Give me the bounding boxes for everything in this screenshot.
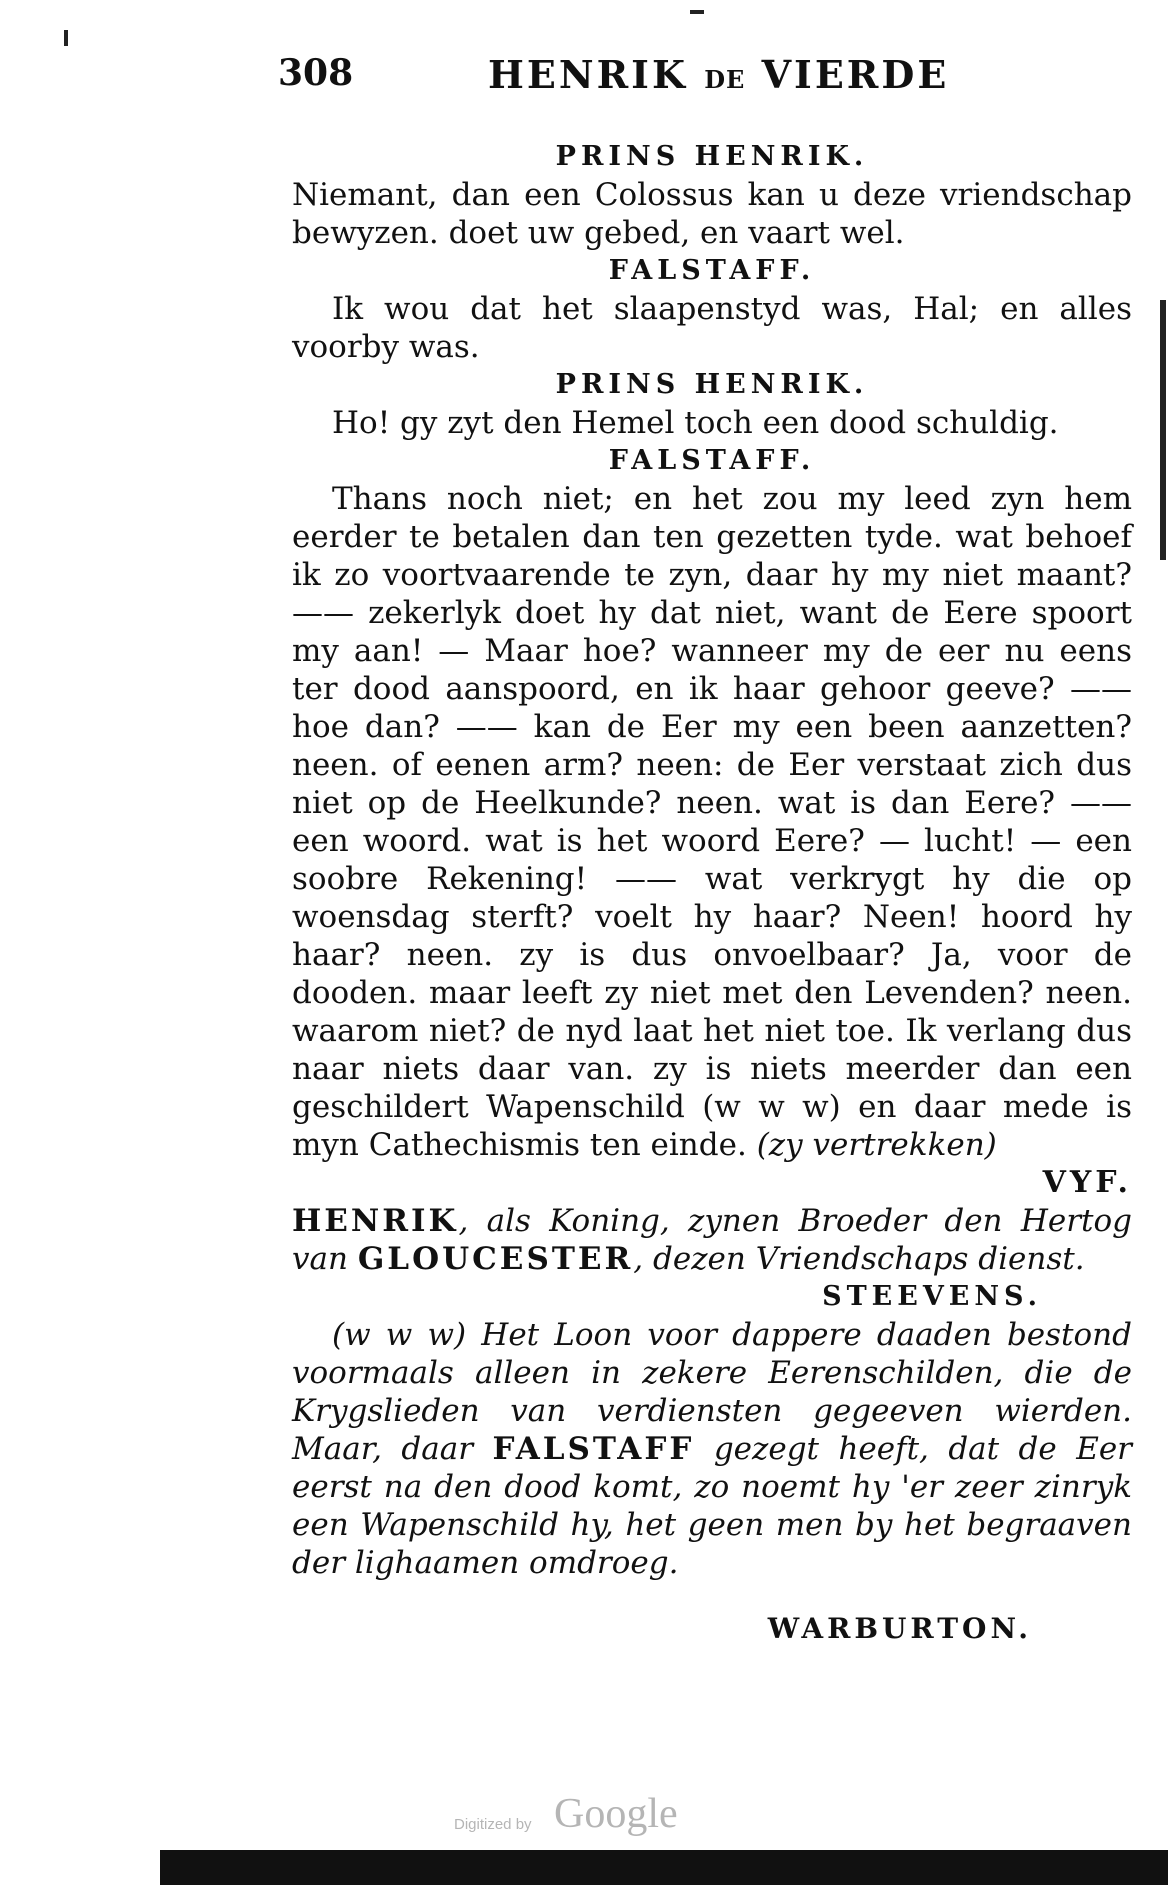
note-text: , als Koning, zynen Broeder den Hertog van xyxy=(292,1203,1132,1277)
page-body xyxy=(292,138,1132,1648)
speech-paragraph xyxy=(292,480,1132,1164)
speaker-heading: FALSTAFF. xyxy=(608,255,816,286)
note-reference: VYF. xyxy=(1042,1165,1132,1200)
google-logo: Google xyxy=(554,1791,678,1837)
speaker-heading: PRINS HENRIK. xyxy=(555,141,869,172)
running-title-vierde: VIERDE xyxy=(761,52,950,97)
signature: WARBURTON. xyxy=(767,1612,1032,1645)
speaker-heading: FALSTAFF. xyxy=(608,445,816,476)
scan-edge-shadow xyxy=(160,1850,1168,1885)
note-text: (w w w) Het Loon voor dappere daaden bestond voormaals alleen in zekere Eerenschilden, die de Krygslieden van verdiensten gegeeven wierden. Maar, daar xyxy=(292,1317,1132,1467)
scan-speck xyxy=(64,30,68,46)
page-header xyxy=(278,52,968,112)
speech-paragraph: Ho! gy zyt den Hemel toch een dood schuldig. xyxy=(332,405,1059,441)
note-author: STEEVENS. xyxy=(822,1281,1042,1312)
note-paragraph xyxy=(292,1316,1132,1582)
speech-paragraph: Ik wou dat het slaapenstyd was, Hal; en alles voorby was. xyxy=(292,291,1132,365)
scan-edge-mark xyxy=(1160,300,1166,560)
scan-speck xyxy=(690,10,704,14)
note-name: FALSTAFF xyxy=(492,1431,695,1467)
stage-direction: (zy vertrekken) xyxy=(756,1127,997,1163)
note-name: GLOUCESTER xyxy=(357,1241,634,1277)
falstaff-honour-speech: Thans noch niet; en het zou my leed zyn hem eerder te betalen dan ten gezetten tyde. wat behoef ik zo voortvaarende te zyn, daar hy my niet maant? —— zekerlyk doet hy dat niet, want de Eere spoort my aan! — Maar hoe? wanneer my de eer nu eens ter dood aanspoord, en ik haar gehoor geeve? —— hoe dan? —— kan de Eer my een been aanzetten? neen. of eenen arm? neen: de Eer verstaat zich dus niet op de Heelkunde? neen. wat is dan Eere? —— een woord. wat is het woord Eere? — lucht! — een soobre Rekening! —— wat verkrygt hy die op woensdag sterft? voelt hy haar? Neen! hoord hy haar? neen. zy is dus onvoelbaar? Ja, voor de dooden. maar leeft zy niet met den Levenden? neen. waarom niet? de nyd laat het niet toe. Ik verlang dus naar niets daar van. zy is niets meerder dan een geschildert Wapenschild (w w w) en daar mede is myn Cathechismis ten einde. xyxy=(292,481,1132,1163)
running-title-henrik: HENRIK xyxy=(488,52,688,97)
page-number: 308 xyxy=(278,52,354,94)
note-paragraph xyxy=(292,1202,1132,1278)
running-title xyxy=(488,52,949,97)
note-name: HENRIK xyxy=(292,1203,459,1239)
digitized-watermark xyxy=(440,1790,740,1840)
speaker-heading: PRINS HENRIK. xyxy=(555,369,869,400)
running-title-de: DE xyxy=(704,65,746,94)
note-text: gezegt heeft, dat de Eer eerst na den dood komt, zo noemt hy 'er zeer zinryk een Wapenschild hy, het geen men by het begraaven der lighaamen omdroeg. xyxy=(292,1431,1132,1581)
note-text: , dezen Vriendschaps dienst. xyxy=(633,1241,1085,1277)
digitized-label: Digitized by xyxy=(454,1816,532,1833)
speech-paragraph: Niemant, dan een Colossus kan u deze vriendschap bewyzen. doet uw gebed, en vaart wel. xyxy=(292,177,1132,251)
